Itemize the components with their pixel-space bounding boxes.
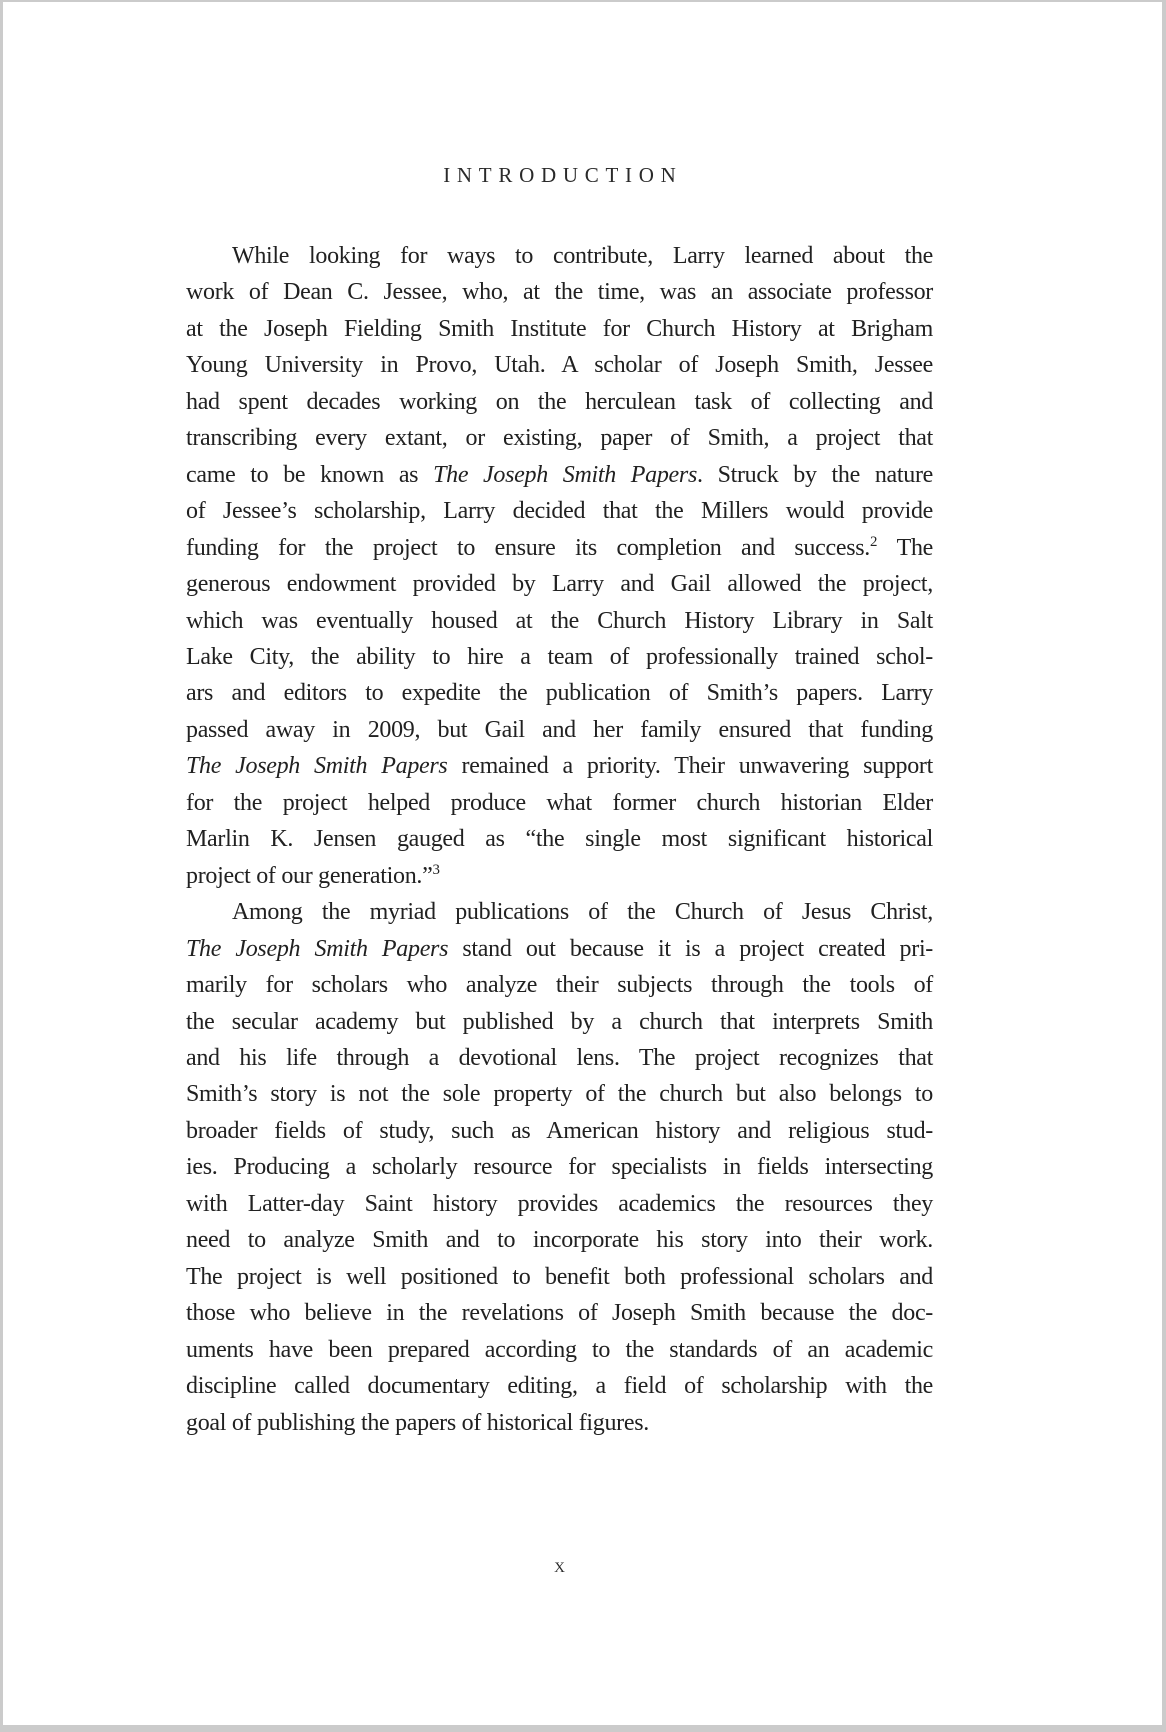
text-line: [186, 1004, 933, 1040]
text-segment: those who believe in the revelations of Joseph Smith because the doc-: [186, 1300, 933, 1327]
text-segment: came to be known as: [186, 461, 434, 488]
text-segment: project of our generation.”: [186, 862, 433, 889]
text-segment: the secular academy but published by a church that interprets Smith: [186, 1008, 933, 1035]
text-line: [186, 1259, 933, 1295]
footnote-reference: 2: [869, 533, 878, 550]
text-segment: stand out because it is a project created pri-: [448, 935, 933, 962]
text-segment: had spent decades working on the herculean task of collecting and: [186, 388, 933, 415]
text-segment: . Struck by the nature: [697, 461, 933, 488]
text-line: [186, 639, 933, 675]
text-line: [186, 603, 933, 639]
text-segment: uments have been prepared according to the standards of an academic: [186, 1336, 933, 1363]
text-line: [186, 785, 933, 821]
page-number: x: [554, 1553, 565, 1577]
text-line: [186, 311, 933, 347]
text-segment: The project is well positioned to benefit both professional scholars and: [186, 1263, 933, 1290]
text-line: [186, 384, 933, 420]
text-segment: which was eventually housed at the Church History Library in Salt: [186, 607, 933, 634]
text-segment: funding for the project to ensure its completion and success.: [186, 534, 870, 561]
text-line: [186, 967, 933, 1003]
text-line: [186, 931, 933, 967]
text-segment: ies. Producing a scholarly resource for specialists in fields intersecting: [186, 1154, 933, 1181]
book-page: [3, 2, 1162, 1725]
text-segment: The Joseph Smith Papers: [186, 753, 448, 780]
text-line: [186, 1332, 933, 1368]
text-line: [186, 1405, 933, 1441]
text-segment: The: [877, 534, 933, 561]
text-line: [186, 1222, 933, 1258]
text-line: [186, 675, 933, 711]
text-line: [186, 347, 933, 383]
text-segment: passed away in 2009, but Gail and her family ensured that funding: [186, 716, 933, 743]
text-segment: remained a priority. Their unwavering support: [447, 753, 933, 780]
chapter-title: INTRODUCTION: [443, 163, 683, 187]
text-segment: broader fields of study, such as American history and religious stud-: [186, 1117, 933, 1144]
text-segment: Lake City, the ability to hire a team of professionally trained schol-: [186, 643, 933, 670]
text-line: [186, 566, 933, 602]
text-segment: While looking for ways to contribute, Larry learned about the: [232, 243, 933, 269]
text-segment: marily for scholars who analyze their subjects through the tools of: [186, 972, 933, 999]
text-segment: work of Dean C. Jessee, who, at the time, was an associate professor: [186, 279, 933, 306]
text-line: [186, 238, 933, 274]
text-segment: discipline called documentary editing, a field of scholarship with the: [186, 1373, 933, 1400]
text-segment: ars and editors to expedite the publication of Smith’s papers. Larry: [186, 680, 933, 707]
text-line: [186, 821, 933, 857]
text-line: [186, 1076, 933, 1112]
text-segment: transcribing every extant, or existing, paper of Smith, a project that: [186, 425, 933, 452]
text-segment: of Jessee’s scholarship, Larry decided that the Millers would provide: [186, 498, 933, 525]
text-line: [186, 1149, 933, 1185]
text-line: [186, 420, 933, 456]
footnote-reference: 3: [432, 861, 440, 878]
text-line: [186, 530, 933, 566]
text-segment: Smith’s story is not the sole property of the church but also belongs to: [186, 1081, 933, 1108]
text-segment: at the Joseph Fielding Smith Institute for Church History at Brigham: [186, 315, 933, 342]
text-line: [186, 457, 933, 493]
text-line: [186, 858, 933, 894]
text-segment: The Joseph Smith Papers: [433, 461, 697, 488]
text-segment: with Latter-day Saint history provides academics the resources they: [186, 1190, 933, 1217]
text-line: [186, 1295, 933, 1331]
text-segment: need to analyze Smith and to incorporate his story into their work.: [186, 1227, 933, 1254]
text-segment: The Joseph Smith Papers: [186, 935, 449, 962]
text-line: [186, 1186, 933, 1222]
text-line: [186, 748, 933, 784]
text-segment: Young University in Provo, Utah. A scholar of Joseph Smith, Jessee: [186, 352, 933, 379]
text-line: [186, 712, 933, 748]
text-segment: for the project helped produce what former church historian Elder: [186, 789, 933, 816]
text-segment: Among the myriad publications of the Church of Jesus Christ,: [232, 899, 933, 926]
text-line: [186, 1113, 933, 1149]
text-segment: generous endowment provided by Larry and Gail allowed the project,: [186, 571, 933, 598]
text-line: [186, 493, 933, 529]
text-line: [186, 894, 933, 930]
text-line: [186, 1040, 933, 1076]
body-text: [186, 238, 933, 1441]
text-line: [186, 274, 933, 310]
text-segment: and his life through a devotional lens. The project recognizes that: [186, 1044, 933, 1071]
text-segment: goal of publishing the papers of historical figures.: [186, 1409, 649, 1436]
text-segment: Marlin K. Jensen gauged as “the single most significant historical: [186, 826, 933, 853]
text-line: [186, 1368, 933, 1404]
